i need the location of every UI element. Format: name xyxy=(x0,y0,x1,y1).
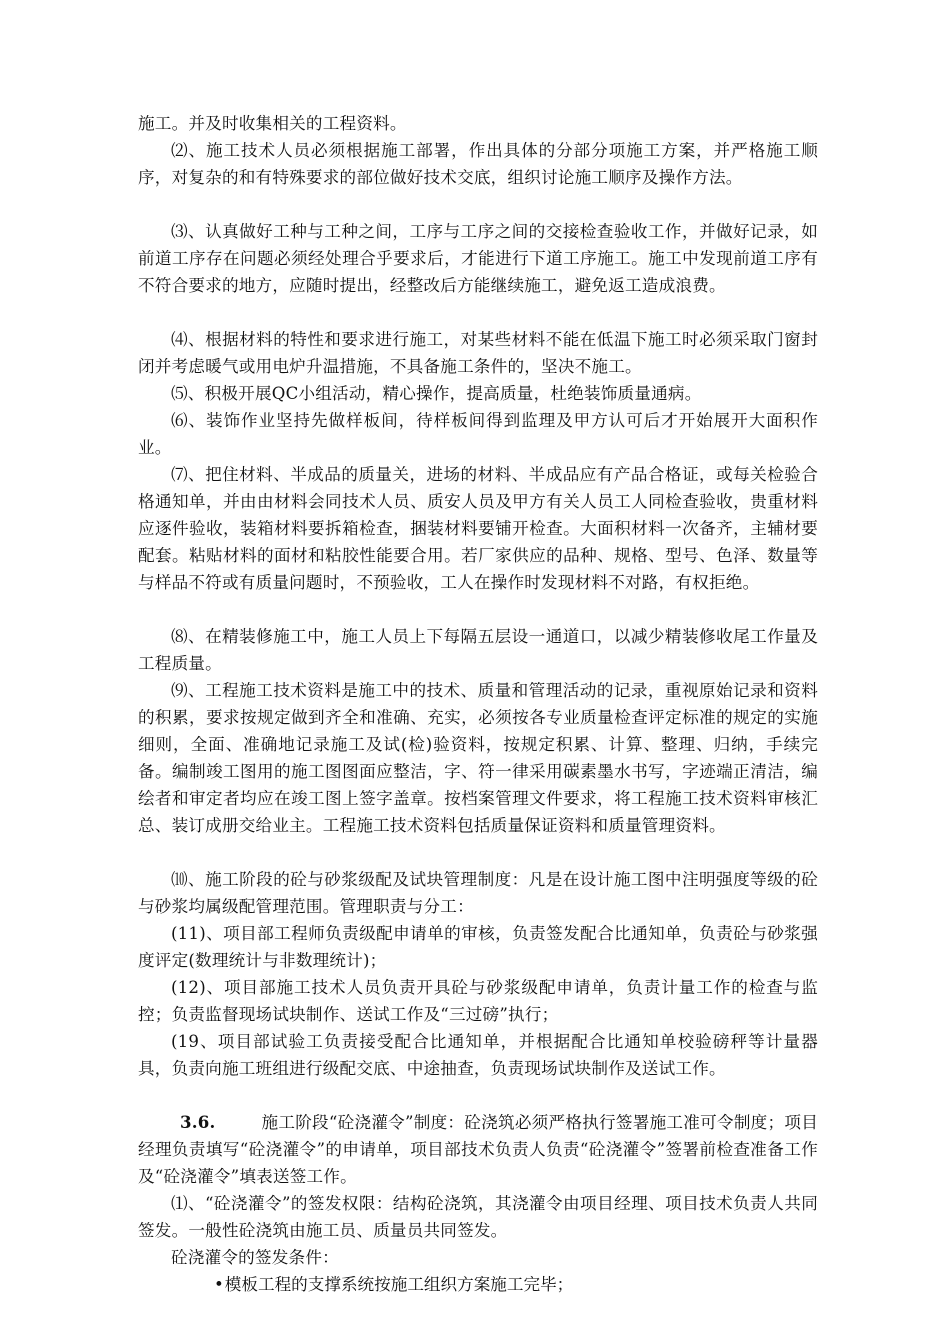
paragraph-item-12: (12)、项目部施工技术人员负责开具砼与砂浆级配申请单，负责计量工作的检查与监控；负责监督现场试块制作、送试工作及“三过磅”执行； xyxy=(138,978,818,1024)
bullet-item xyxy=(214,1271,814,1298)
paragraph-intro-continuation: 施工。并及时收集相关的工程资料。 xyxy=(138,114,407,133)
section-text: 施工阶段“砼浇灌令”制度：砼浇筑必须严格执行签署施工准可令制度；项目经理负责填写“砼浇灌令”的申请单，项目部技术负责人负责“砼浇灌令”签署前检查准备工作及“砼浇灌令”填表送签工作。 xyxy=(138,1113,818,1186)
paragraph-item-10: ⑽、施工阶段的砼与砂浆级配及试块管理制度：凡是在设计施工图中注明强度等级的砼与砂浆均属级配管理范围。管理职责与分工： xyxy=(138,870,818,916)
paragraph-item-4: ⑷、根据材料的特性和要求进行施工，对某些材料不能在低温下施工时必须采取门窗封闭并考虑暖气或用电炉升温措施，不具备施工条件的，坚决不施工。 xyxy=(138,330,818,376)
paragraph-item-2: ⑵、施工技术人员必须根据施工部署，作出具体的分部分项施工方案，并严格施工顺序，对复杂的和有特殊要求的部位做好技术交底，组织讨论施工顺序及操作方法。 xyxy=(138,141,818,187)
section-number: 3.6. xyxy=(180,1112,216,1132)
paragraph-item-3: ⑶、认真做好工种与工种之间，工序与工序之间的交接检查验收工作，并做好记录，如前道工序存在问题必须经处理合乎要求后，才能进行下道工序施工。施工中发现前道工序有不符合要求的地方，应随时提出，经整改后方能继续施工，避免返工造成浪费。 xyxy=(138,222,818,295)
paragraph-item-8: ⑻、在精装修施工中，施工人员上下每隔五层设一通道口，以减少精装修收尾工作量及工程质量。 xyxy=(138,627,818,673)
paragraph-item-9: ⑼、工程施工技术资料是施工中的技术、质量和管理活动的记录，重视原始记录和资料的积累，要求按规定做到齐全和准确、充实，必须按各专业质量检查评定标准的规定的实施细则，全面、准确地记录施工及试(检)验资料，按规定积累、计算、整理、归纳，手续完备。编制竣工图用的施工图图面应整洁，字、符一律采用碳素墨水书写，字迹端正清洁，编绘者和审定者均应在竣工图上签字盖章。按档案管理文件要求，将工程施工技术资料审核汇总、装订成册交给业主。工程施工技术资料包括质量保证资料和质量管理资料。 xyxy=(138,681,818,835)
bullet-marker: • xyxy=(214,1275,224,1294)
paragraph-pour-authority: ⑴、“砼浇灌令”的签发权限：结构砼浇筑，其浇灌令由项目经理、项目技术负责人共同签发。一般性砼浇筑由施工员、质量员共同签发。 xyxy=(138,1194,818,1240)
paragraph-item-11: (11)、项目部工程师负责级配申请单的审核，负责签发配合比通知单，负责砼与砂浆强度评定(数理统计与非数理统计)； xyxy=(138,924,818,970)
paragraph-item-6: ⑹、装饰作业坚持先做样板间，待样板间得到监理及甲方认可后才开始展开大面积作业。 xyxy=(138,411,818,457)
paragraph-item-13: (19、项目部试验工负责接受配合比通知单，并根据配合比通知单校验磅秤等计量器具，负责向施工班组进行级配交底、中途抽查，负责现场试块制作及送试工作。 xyxy=(138,1032,818,1078)
paragraph-item-5: ⑸、积极开展QC小组活动，精心操作，提高质量，杜绝装饰质量通病。 xyxy=(171,384,702,403)
paragraph-item-7: ⑺、把住材料、半成品的质量关，进场的材料、半成品应有产品合格证，或每关检验合格通知单，并由由材料会同技术人员、质安人员及甲方有关人员工人同检查验收，贵重材料应逐件验收，装箱材料要拆箱检查，捆装材料要铺开检查。大面积材料一次备齐，主辅材要配套。粘贴材料的面材和粘胶性能要合用。若厂家供应的品种、规格、型号、色泽、数量等与样品不符或有质量问题时，不预验收，工人在操作时发现材料不对路，有权拒绝。 xyxy=(138,465,818,592)
paragraph-pour-conditions-heading: 砼浇灌令的签发条件： xyxy=(171,1248,339,1267)
bullet-text: 模板工程的支撑系统按施工组织方案施工完毕； xyxy=(224,1275,574,1294)
section-3-6 xyxy=(138,1109,818,1190)
